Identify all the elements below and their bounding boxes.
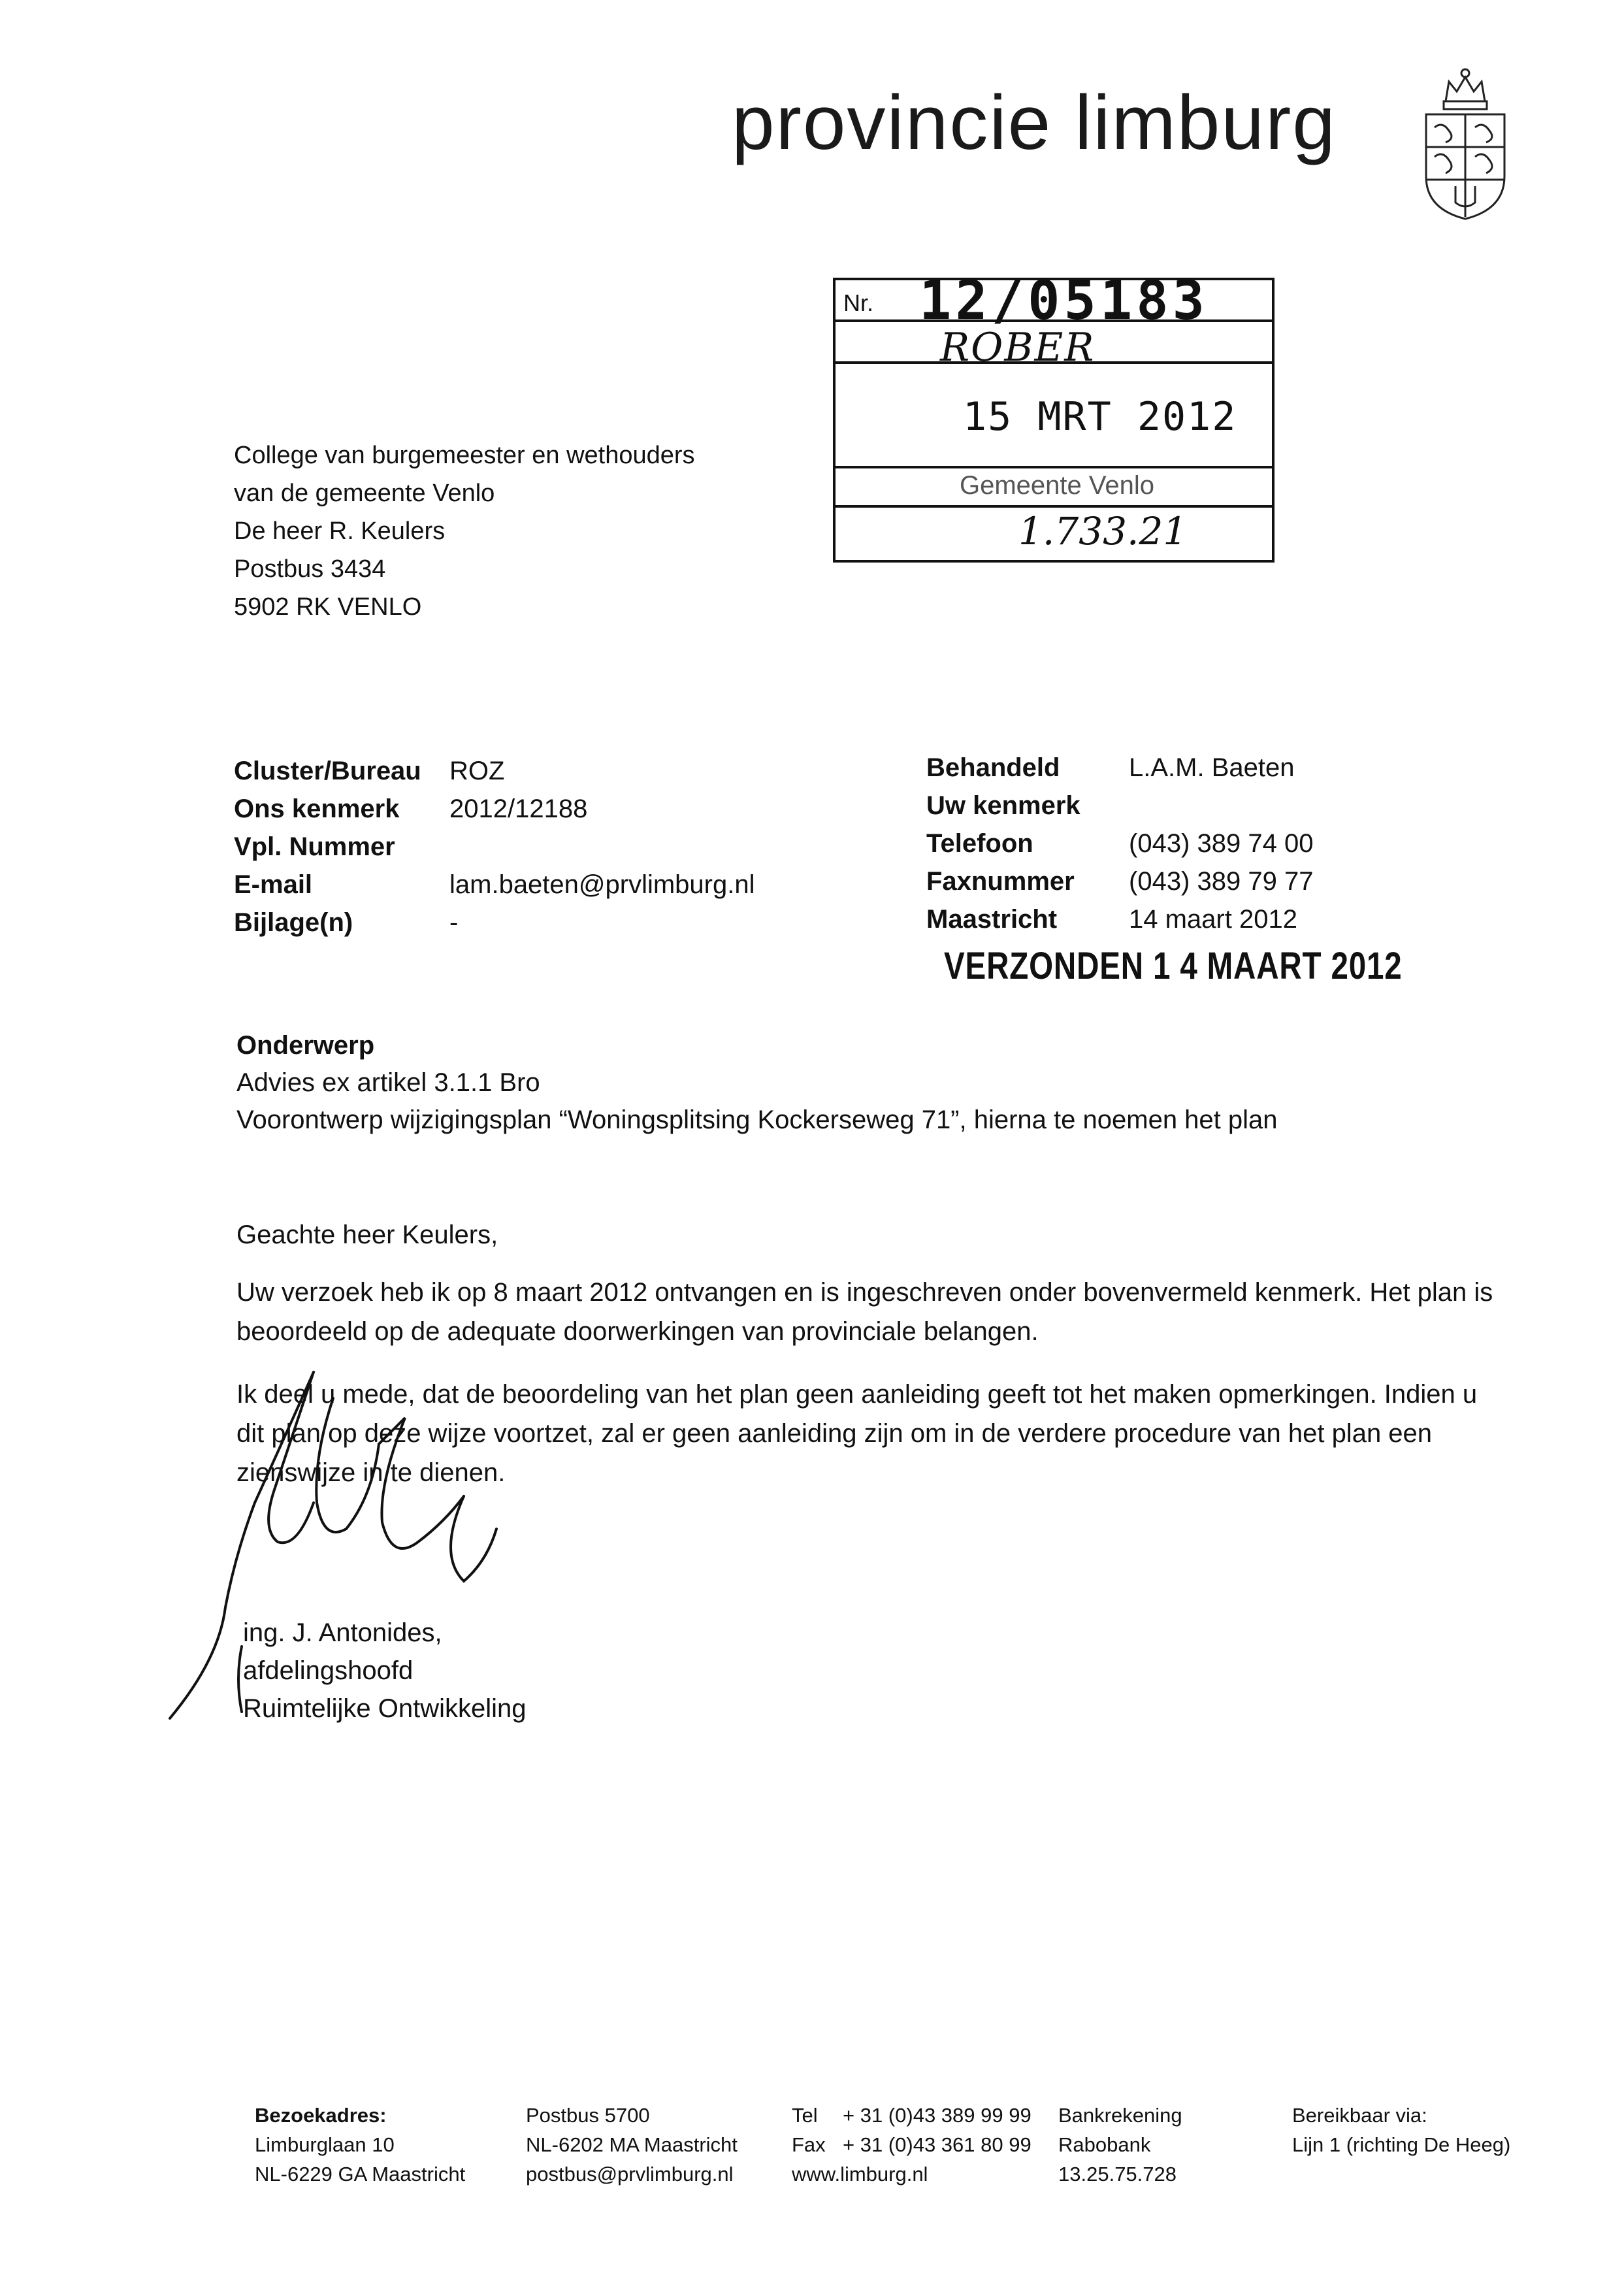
footer-bank-name: Rabobank [1058, 2133, 1151, 2156]
recipient-line: College van burgemeester en wethouders [234, 442, 695, 469]
stamp-nr-value: 12/05183 [919, 270, 1209, 332]
meta-key: Uw kenmerk [926, 791, 1080, 820]
signer-block [243, 1614, 526, 1727]
stamp-row-municipality [836, 468, 1272, 508]
signer-name: ing. J. Antonides, [243, 1618, 442, 1647]
footer-reach-label: Bereikbaar via: [1292, 2104, 1427, 2127]
footer-tel-label: Tel [792, 2104, 818, 2127]
recipient-line: Postbus 3434 [234, 555, 386, 583]
recipient-line: 5902 RK VENLO [234, 593, 422, 621]
recipient-address [234, 436, 695, 626]
meta-key: Telefoon [926, 829, 1033, 858]
body-paragraph: Ik deel u mede, dat de beoordeling van het plan geen aanleiding geeft tot het maken opmerkingen. Indien u dit plan op deze wijze voortzet, zal er geen aanleiding zijn om in de verdere procedure van het plan een zienswijze in te dienen. [236, 1380, 1478, 1487]
meta-key: E-mail [234, 870, 313, 899]
signer-title: afdelingshoofd [243, 1656, 414, 1685]
meta-value: (043) 389 74 00 [1129, 829, 1314, 858]
meta-key: Bijlage(n) [234, 908, 353, 937]
footer-contact [792, 2101, 1031, 2189]
stamp-initials: ROBER [940, 325, 1096, 370]
footer-visit-label: Bezoekadres: [255, 2104, 387, 2127]
stamp-row-date [836, 364, 1272, 468]
salutation: Geachte heer Keulers, [236, 1220, 498, 1249]
meta-value: ROZ [449, 757, 505, 785]
signer-department: Ruimtelijke Ontwikkeling [243, 1694, 527, 1723]
meta-value: 14 maart 2012 [1129, 905, 1297, 934]
meta-value: (043) 389 79 77 [1129, 867, 1314, 896]
footer-bank [1058, 2101, 1182, 2189]
footer-fax-label: Fax [792, 2133, 826, 2156]
subject-line: Advies ex artikel 3.1.1 Bro [236, 1068, 540, 1097]
stamp-row-code [836, 508, 1272, 557]
footer-visit-street: Limburglaan 10 [255, 2133, 395, 2156]
meta-value: 2012/12188 [449, 794, 588, 823]
recipient-line: De heer R. Keulers [234, 517, 446, 545]
meta-value: L.A.M. Baeten [1129, 753, 1295, 782]
registration-stamp [833, 270, 1275, 563]
stamp-row-number [836, 270, 1272, 332]
footer-postbus-city: NL-6202 MA Maastricht [526, 2133, 738, 2156]
meta-key: Faxnummer [926, 867, 1075, 896]
meta-key: Maastricht [926, 905, 1058, 934]
footer-reachability [1292, 2101, 1510, 2159]
footer-reach-value: Lijn 1 (richting De Heeg) [1292, 2133, 1511, 2156]
footer-email-link[interactable]: postbus@prvlimburg.nl [526, 2163, 734, 2186]
sent-stamp: VERZONDEN 1 4 MAART 2012 [944, 945, 1403, 987]
coat-of-arms-icon [1416, 65, 1514, 222]
recipient-line: van de gemeente Venlo [234, 480, 495, 507]
meta-value: - [449, 908, 459, 937]
body-paragraph: Uw verzoek heb ik op 8 maart 2012 ontvangen en is ingeschreven onder bovenvermeld kenmerk. Het plan is beoordeeld op de adequate doorwerkingen van provinciale belangen. [236, 1278, 1493, 1346]
footer-visit-address [255, 2101, 465, 2189]
meta-key: Cluster/Bureau [234, 757, 421, 785]
footer-fax-value: + 31 (0)43 361 80 99 [843, 2133, 1031, 2156]
stamp-received-date: 15 MRT 2012 [963, 394, 1237, 440]
footer-postbus: Postbus 5700 [526, 2104, 650, 2127]
subject-line: Voorontwerp wijzigingsplan “Woningsplitsing Kockerseweg 71”, hierna te noemen het plan [236, 1105, 1278, 1134]
subject-heading: Onderwerp [236, 1031, 375, 1060]
subject-block [236, 1027, 1278, 1139]
footer-tel-value: + 31 (0)43 389 99 99 [843, 2104, 1031, 2127]
email-link[interactable]: lam.baeten@prvlimburg.nl [449, 870, 755, 899]
brand-name: provincie limburg [732, 80, 1337, 166]
stamp-nr-label: Nr. [843, 289, 874, 316]
stamp-row-initials [836, 322, 1272, 370]
footer-website-link[interactable]: www.limburg.nl [792, 2163, 928, 2186]
meta-key: Behandeld [926, 753, 1060, 782]
footer-bank-account: 13.25.75.728 [1058, 2163, 1177, 2186]
stamp-municipality: Gemeente Venlo [960, 471, 1154, 500]
footer-postal [526, 2101, 738, 2189]
footer-visit-city: NL-6229 GA Maastricht [255, 2163, 466, 2186]
stamp-code: 1.733.21 [1018, 509, 1188, 553]
meta-key: Vpl. Nummer [234, 832, 395, 861]
meta-key: Ons kenmerk [234, 794, 400, 823]
footer-bank-label: Bankrekening [1058, 2104, 1182, 2127]
